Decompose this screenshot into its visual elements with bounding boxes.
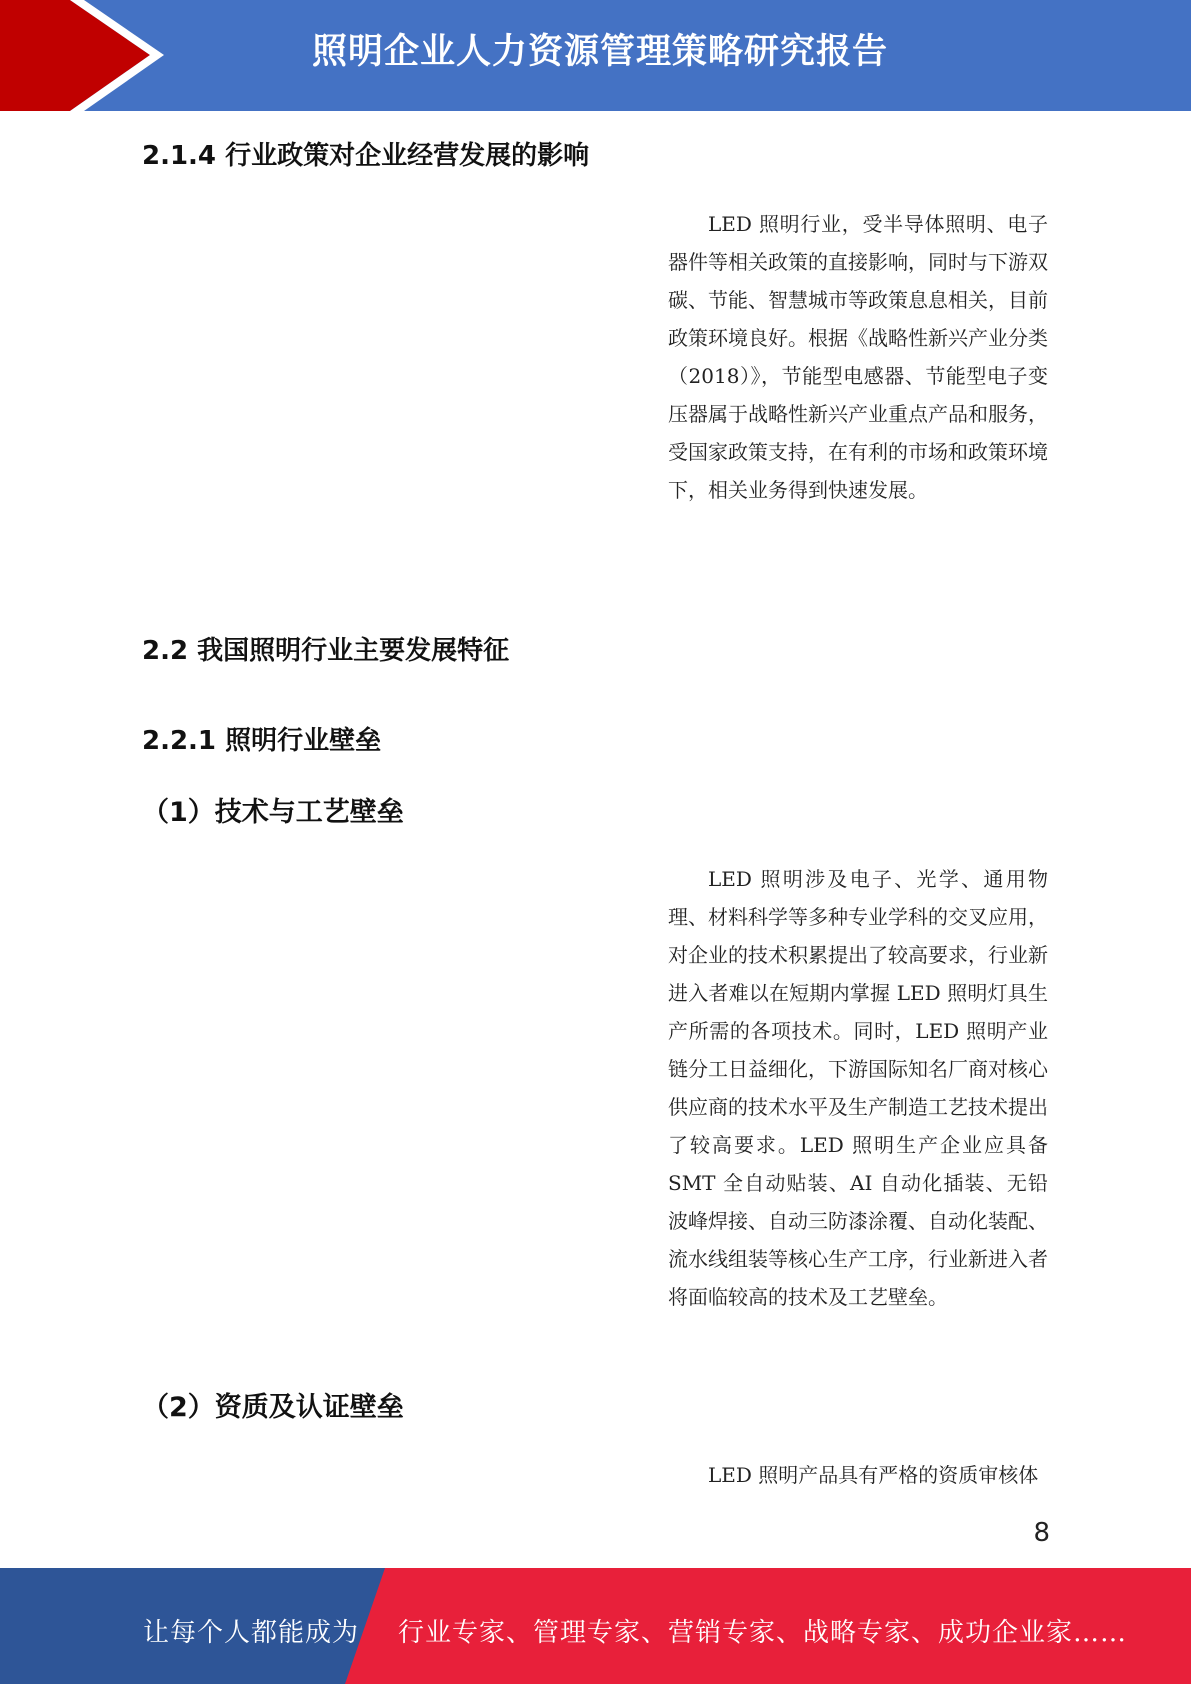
subsection-2-paragraph: LED 照明产品具有严格的资质审核体 [708,1463,1039,1487]
section-2-1-4-heading: 2.1.4 行业政策对企业经营发展的影响 [142,141,590,171]
subsection-1-heading: （1）技术与工艺壁垒 [142,797,404,828]
footer-slogan-left: 让每个人都能成为 [143,1618,360,1648]
header-red-chevron [0,0,150,111]
section-2-2-1-heading: 2.2.1 照明行业壁垒 [142,726,382,756]
section-2-2-heading: 2.2 我国照明行业主要发展特征 [142,636,510,666]
page-header [0,0,1191,111]
page-number: 8 [1033,1518,1050,1548]
section-2-1-4-paragraph: LED 照明行业，受半导体照明、电子器件等相关政策的直接影响，同时与下游双碳、节能、智慧城市等政策息息相关，目前政策环境良好。根据《战略性新兴产业分类（2018）》，节能型电感器、节能型电子变压器属于战略性新兴产业重点产品和服务，受国家政策支持，在有利的市场和政策环境下，相关业务得到快速发展。 [668,212,1048,502]
report-title: 照明企业人力资源管理策略研究报告 [311,32,888,72]
subsection-1-paragraph: LED 照明涉及电子、光学、通用物理、材料科学等多种专业学科的交叉应用，对企业的技术积累提出了较高要求，行业新进入者难以在短期内掌握 LED 照明灯具生产所需的各项技术。同时，LED 照明产业链分工日益细化，下游国际知名厂商对核心供应商的技术水平及生产制造工艺技术提出了较高要求。LED 照明生产企业应具备 SMT 全自动贴装、AI 自动化插装、无铅波峰焊接、自动三防漆涂覆、自动化装配、流水线组装等核心生产工序，行业新进入者将面临较高的技术及工艺壁垒。 [668,867,1048,1309]
footer-slogan-right: 行业专家、管理专家、营销专家、战略专家、成功企业家…… [398,1618,1128,1648]
page-footer [0,1568,1191,1684]
subsection-2-heading: （2）资质及认证壁垒 [142,1392,404,1423]
